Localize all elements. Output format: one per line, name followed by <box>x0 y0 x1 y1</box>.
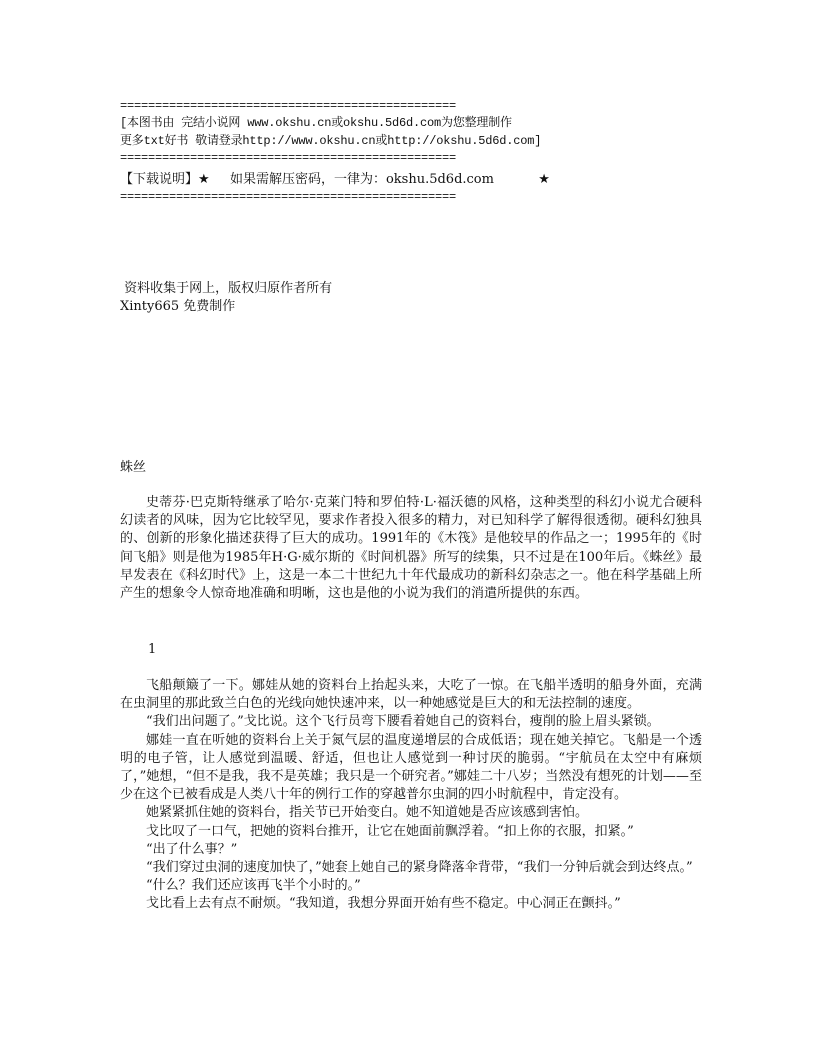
story-paragraph: 她紧紧抓住她的资料台，指关节已开始变白。她不知道她是否应该感到害怕。 <box>146 805 589 821</box>
credits-line-1: 资料收集于网上，版权归原作者所有 <box>120 281 333 296</box>
download-note <box>120 171 550 189</box>
story-paragraph: “出了什么事？” <box>146 841 238 857</box>
header-divider-middle: ================================================ <box>120 151 457 165</box>
star-icon: ★ <box>198 172 210 187</box>
story-paragraph: 飞船颠簸了一下。娜娃从她的资料台上抬起头来，大吃了一惊。在飞船半透明的船身外面，充满在虫洞里的那此致兰白色的光线向她快速冲来，以一种她感觉是巨大的和无法控制的速度。 <box>120 678 702 712</box>
story-paragraph: “什么？我们还应该再飞半个小时的。” <box>146 878 361 894</box>
credits-line-2: Xinty665 免费制作 <box>120 299 236 314</box>
download-text: 如果需解压密码，一律为：okshu.5d6d.com <box>229 172 494 187</box>
story-paragraph: 戈比叹了一口气，把她的资料台推开，让它在她面前飘浮着。“扣上你的衣服，扣紧。” <box>146 823 634 839</box>
download-label: 【下载说明】 <box>120 172 199 187</box>
intro-paragraph <box>120 494 702 603</box>
header-divider-bottom: ================================================ <box>120 190 457 204</box>
section-number: 1 <box>148 642 157 657</box>
story-paragraph: 娜娃一直在听她的资料台上关于氮气层的温度递增层的合成低语；现在她关掉它。飞船是一个透明的电子管，让人感觉到温暖、舒适，但也让人感觉到一种讨厌的脆弱。“宇航员在太空中有麻烦了，”她想，“但不是我，我不是英雄；我只是一个研究者。”娜娃二十八岁；当然没有想死的计划——至少在这个已被看成是人类八十年的例行工作的穿越普尔虫洞的四小时航程中，肯定没有。 <box>120 732 702 803</box>
story-paragraph: 戈比看上去有点不耐烦。“我知道，我想分界面开始有些不稳定。中心洞正在颤抖。” <box>146 896 621 912</box>
header-more-line: 更多txt好书 敬请登录http://www.okshu.cn或http://okshu.5d6d.com] <box>120 134 542 148</box>
story-paragraph: “我们出问题了。”戈比说。这个飞行员弯下腰看着她自己的资料台，瘦削的脸上眉头紧锁。 <box>146 714 660 730</box>
story-paragraph: “我们穿过虫洞的速度加快了，”她套上她自己的紧身降落伞背带，“我们一分钟后就会到达终点。” <box>146 860 693 876</box>
header-divider-top: ================================================ <box>120 99 457 113</box>
intro-text: 史蒂芬·巴克斯特继承了哈尔·克莱门特和罗伯特·L·福沃德的风格，这种类型的科幻小说尤合硬科幻读者的风味，因为它比较罕见，要求作者投入很多的精力，对已知科学了解得很透彻。硬科幻独具的、创新的形象化描述获得了巨大的成功。1991年的《木筏》是他较早的作品之一；1995年的《时间飞船》则是他为1985年H·G·威尔斯的《时间机器》所写的续集，只不过是在100年后。《蛛丝》最早发表在《科幻时代》上，这是一本二十世纪九十年代最成功的新科幻杂志之一。他在科学基础上所产生的想象令人惊奇地准确和明晰，这也是他的小说为我们的消遣所提供的东西。 <box>120 495 702 602</box>
story-body <box>120 677 702 914</box>
story-title: 蛛丝 <box>120 460 147 475</box>
header-source-line: [本图书由 完结小说网 www.okshu.cn或okshu.5d6d.com为您整理制作 <box>120 116 512 130</box>
star-icon: ★ <box>538 172 550 187</box>
